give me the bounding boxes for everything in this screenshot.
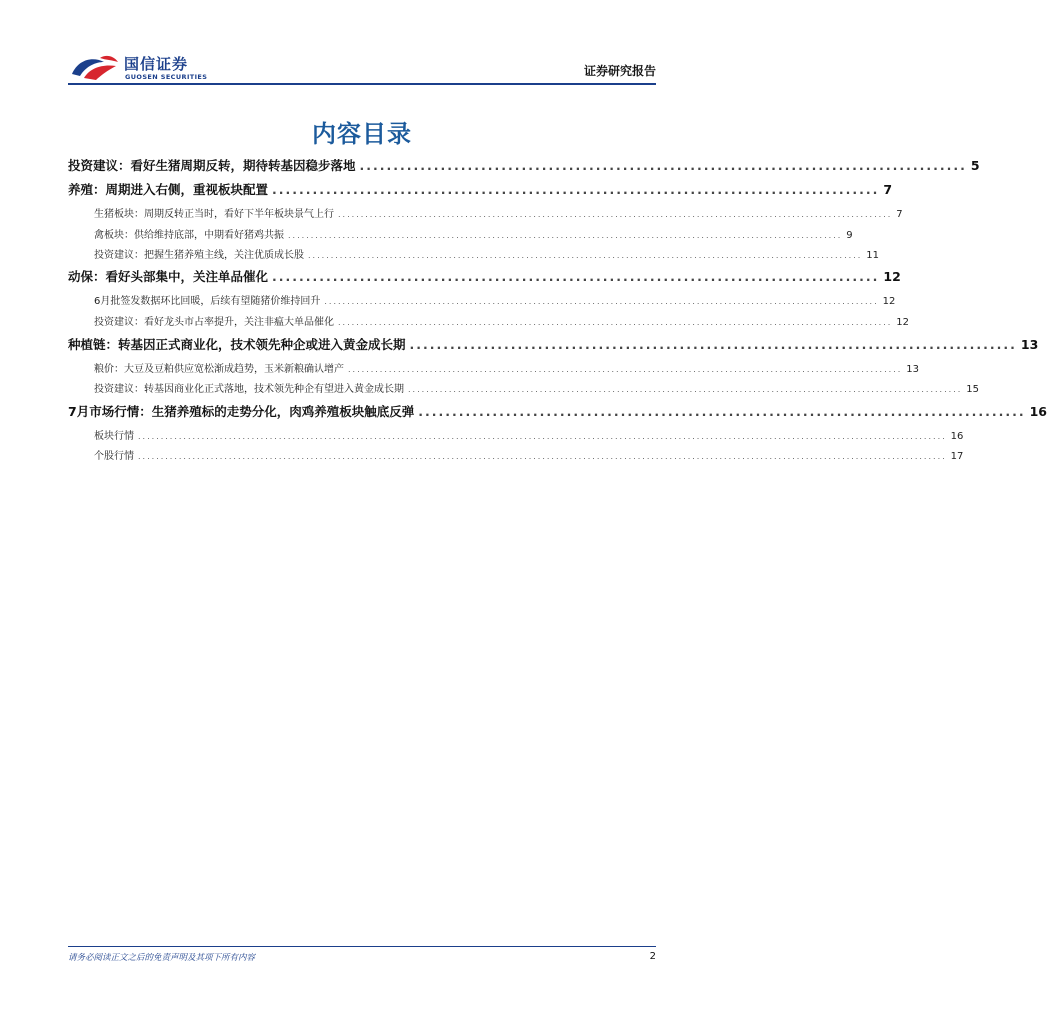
logo-text-en: GUOSEN SECURITIES [125,73,208,81]
toc-leader-dots: .......................................................................................................................... [324,297,879,306]
guosen-logo [70,50,210,84]
toc-entry-title: 投资建议：把握生猪养殖主线，关注优质成长股 [94,250,304,261]
toc-leader-dots: .......................................................................................................................... [338,318,893,327]
disclaimer-note: 请务必阅读正文之后的免责声明及其项下所有内容 [68,953,256,963]
toc-entry-page: 13 [906,364,919,375]
toc-entry-page: 12 [883,269,901,284]
toc-entry[interactable] [68,335,1039,353]
toc-entry-title: 板块行情 [94,431,134,442]
toc-leader-dots: .......................................................................................... [272,269,880,284]
toc-entry-page: 12 [882,296,896,307]
toc-entry-title: 养殖：周期进入右侧，重视板块配置 [68,182,269,197]
toc-leader-dots: .................................................................................................................................................................................. [138,452,947,461]
guosen-logo-icon [70,52,120,82]
page-number: 2 [649,951,656,962]
toc-entry[interactable] [68,380,979,395]
toc-entry-title: 个股行情 [94,451,134,462]
toc-entry-page: 16 [950,431,964,442]
toc-entry[interactable] [68,156,980,174]
toc-entry-page: 7 [883,182,893,197]
toc-leader-dots: .......................................................................................... [272,182,880,197]
toc-leader-dots: .................................................................................................................................................................................. [138,432,947,441]
toc-entry[interactable] [68,292,896,307]
toc-entry-page: 13 [1020,337,1039,352]
toc-entry-title: 7月市场行情：生猪养殖标的走势分化，肉鸡养殖板块触底反弹 [68,404,415,419]
report-type-label: 证券研究报告 [583,64,656,78]
toc-entry[interactable] [68,427,964,442]
toc-entry-title: 投资建议：看好生猪周期反转，期待转基因稳步落地 [68,158,356,173]
toc-entry-page: 15 [966,384,979,395]
toc-entry[interactable] [68,180,893,198]
toc-entry[interactable] [68,205,903,220]
footer-divider [68,946,656,947]
toc-entry-title: 投资建议：看好龙头市占率提升，关注非瘟大单品催化 [94,317,334,328]
toc-entry[interactable] [68,267,901,285]
toc-entry[interactable] [68,246,879,261]
toc-entry[interactable] [68,360,919,375]
toc-leader-dots: .......................................................................................... [409,337,1017,352]
toc-entry-page: 12 [896,317,909,328]
page-header [68,50,656,86]
toc-leader-dots: .......................................................................................... [418,404,1026,419]
toc-leader-dots: .......................................................................................................................... [348,365,903,374]
toc-leader-dots: .......................................................................................................................... [288,231,843,240]
toc-entry[interactable] [68,226,853,241]
header-divider [68,83,656,85]
toc-title: 内容目录 [312,120,412,148]
toc-entry-title: 禽板块：供给维持底部，中期看好猪鸡共振 [94,230,284,241]
toc-entry[interactable] [68,447,964,462]
toc-entry-page: 9 [846,230,853,241]
toc-leader-dots: .......................................................................................................................... [308,251,863,260]
toc-leader-dots: .......................................................................................... [359,158,967,173]
toc-entry-title: 种植链：转基因正式商业化，技术领先种企或进入黄金成长期 [68,337,406,352]
toc-entry-title: 6月批签发数据环比回暖，后续有望随猪价维持回升 [94,296,321,307]
logo-text-cn: 国信证券 [124,55,189,73]
toc-entry-page: 7 [896,209,903,220]
toc-entry-title: 动保：看好头部集中，关注单品催化 [68,269,269,284]
toc-leader-dots: .......................................................................................................................... [338,210,893,219]
toc-entry[interactable] [68,313,909,328]
toc-entry-page: 11 [866,250,879,261]
toc-entry-title: 投资建议：转基因商业化正式落地，技术领先种企有望进入黄金成长期 [94,384,404,395]
toc-entry-title: 生猪板块：周期反转正当时，看好下半年板块景气上行 [94,209,334,220]
toc-entry[interactable] [68,402,1047,420]
toc-leader-dots: .......................................................................................................................... [408,385,963,394]
toc-entry-page: 5 [970,158,980,173]
toc-entry-title: 粮价：大豆及豆粕供应宽松渐成趋势，玉米新粮确认增产 [94,364,344,375]
toc-entry-page: 17 [950,451,964,462]
toc-entry-page: 16 [1029,404,1047,419]
